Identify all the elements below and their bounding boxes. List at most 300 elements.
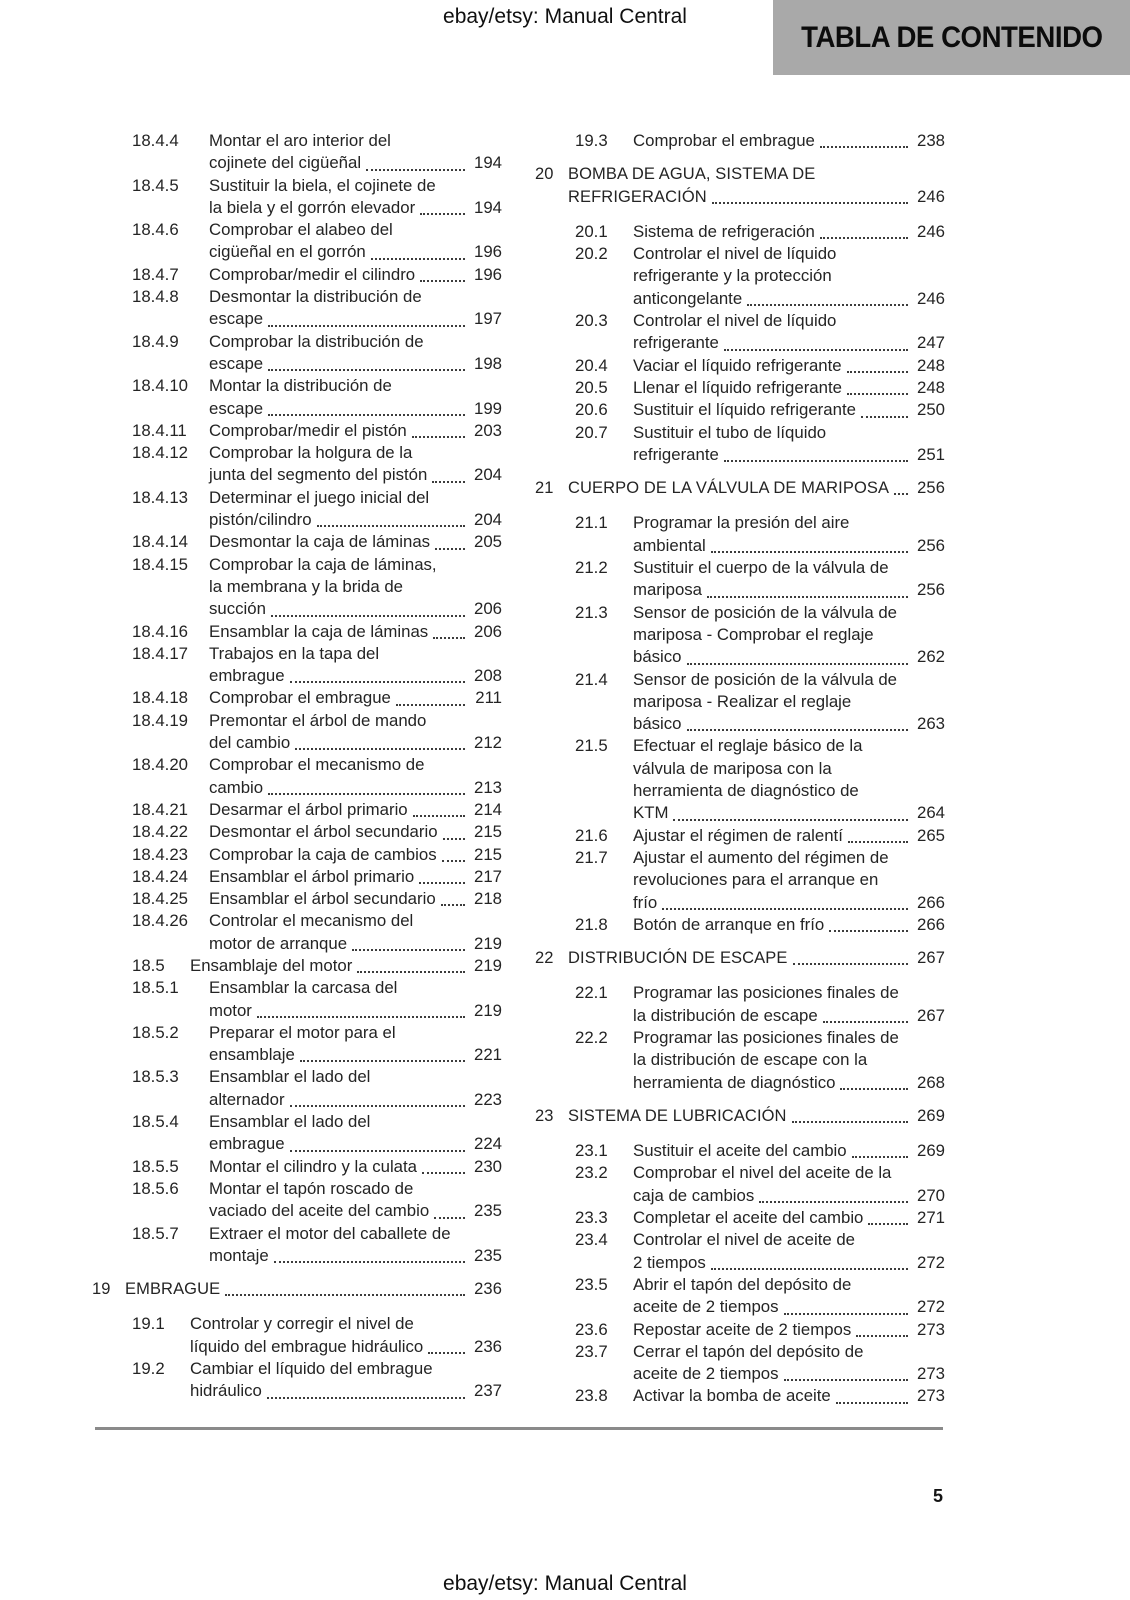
- toc-entry-line: [209, 844, 502, 866]
- toc-leader-dots: [352, 949, 465, 951]
- toc-entry-line: Ensamblar el lado del: [209, 1067, 371, 1087]
- toc-entry-title: DISTRIBUCIÓN DE ESCAPE: [568, 949, 788, 968]
- toc-entry-body: [209, 799, 502, 821]
- toc-entry-number: 22: [535, 949, 554, 968]
- toc-entry-line: Programar la presión del aire: [633, 513, 850, 533]
- toc-entry-line: [568, 186, 945, 208]
- toc-entry-line: [633, 646, 945, 668]
- toc-page-number: 250: [917, 400, 945, 420]
- toc-page-number: 235: [474, 1201, 502, 1221]
- toc-entry-body: [209, 643, 502, 688]
- toc-leader-dots: [290, 1105, 465, 1107]
- toc-entry-line: Comprobar la holgura de la: [209, 443, 413, 463]
- toc-entry-title: Vaciar el líquido refrigerante: [633, 355, 842, 375]
- toc-leader-dots: [268, 793, 465, 795]
- toc-entry-body: [209, 821, 502, 843]
- toc-page-number: 251: [917, 444, 945, 464]
- toc-entry-number: 20.6: [575, 400, 608, 420]
- toc-leader-dots: [317, 525, 465, 527]
- toc-entry: [535, 1027, 945, 1094]
- toc-entry-body: [190, 955, 502, 977]
- toc-leader-dots: [268, 325, 465, 327]
- toc-entry-title: la biela y el gorrón elevador: [209, 197, 416, 217]
- toc-entry-body: [633, 130, 945, 152]
- toc-leader-dots: [673, 819, 908, 821]
- toc-leader-dots: [268, 414, 465, 416]
- toc-entry: [535, 1229, 945, 1274]
- toc-leader-dots: [428, 1352, 465, 1354]
- toc-leader-dots: [687, 663, 908, 665]
- toc-entry-line: Controlar y corregir el nivel de: [190, 1314, 414, 1334]
- toc-entry-line: [633, 1385, 945, 1407]
- toc-entry-body: [209, 1066, 502, 1111]
- toc-entry-number: 18.4.14: [132, 532, 188, 552]
- toc-leader-dots: [441, 904, 465, 906]
- toc-entry-body: [209, 264, 502, 286]
- toc-entry-line: [209, 264, 502, 286]
- toc-entry-line: [633, 1207, 945, 1229]
- page-number: 5: [932, 1486, 943, 1506]
- toc-leader-dots: [724, 349, 908, 351]
- toc-entry-line: Sustituir el cuerpo de la válvula de: [633, 558, 889, 578]
- toc-entry-line: [633, 914, 945, 936]
- toc-entry-line: [209, 888, 502, 910]
- toc-page-number: 271: [917, 1208, 945, 1228]
- toc-entry-body: [209, 1223, 502, 1268]
- toc-entry-number: 20.4: [575, 355, 608, 375]
- toc-leader-dots: [422, 1172, 465, 1174]
- toc-entry-line: [209, 933, 502, 955]
- toc-entry-line: [125, 1278, 502, 1300]
- toc-entry-body: [633, 512, 945, 557]
- toc-entry-line: Comprobar el mecanismo de: [209, 755, 425, 775]
- toc-entry-title: refrigerante: [633, 333, 719, 353]
- toc-page-number: 224: [474, 1134, 502, 1154]
- toc-entry: [535, 1319, 945, 1341]
- toc-entry-body: [209, 1156, 502, 1178]
- toc-page-number: 256: [917, 479, 945, 498]
- toc-entry-number: 18.4.12: [132, 443, 188, 463]
- toc-entry-line: [209, 665, 502, 687]
- toc-entry-line: revoluciones para el arranque en: [633, 870, 879, 890]
- page-title: TABLA DE CONTENIDO: [800, 20, 1103, 54]
- toc-entry: [92, 888, 502, 910]
- toc-entry-number: 18.5.6: [132, 1178, 179, 1198]
- toc-entry-title: Completar el aceite del cambio: [633, 1208, 864, 1228]
- toc-entry-title: ambiental: [633, 535, 706, 555]
- toc-entry: [92, 219, 502, 264]
- toc-entry-title: Montar el cilindro y la culata: [209, 1156, 417, 1176]
- toc-leader-dots: [711, 551, 908, 553]
- toc-entry-line: Sensor de posición de la válvula de: [633, 602, 898, 622]
- toc-entry-line: [209, 866, 502, 888]
- toc-entry: [535, 355, 945, 377]
- toc-entry-line: Determinar el juego inicial del: [209, 487, 430, 507]
- toc-entry-number: 20: [535, 165, 554, 184]
- toc-entry-title: REFRIGERACIÓN: [568, 187, 707, 206]
- toc-entry: [92, 799, 502, 821]
- toc-entry-title: del cambio: [209, 733, 291, 753]
- toc-leader-dots: [290, 1150, 465, 1152]
- toc-entry-number: 19: [92, 1280, 111, 1299]
- toc-entry-number: 23.3: [575, 1208, 608, 1228]
- toc-entry-number: 23.7: [575, 1341, 608, 1361]
- toc-page-number: 194: [474, 197, 502, 217]
- toc-entry: [535, 669, 945, 736]
- toc-entry-line: [209, 353, 502, 375]
- toc-leader-dots: [820, 237, 908, 239]
- toc-page-number: 230: [474, 1156, 502, 1176]
- toc-entry-title: 2 tiempos: [633, 1252, 706, 1272]
- toc-page-number: 269: [917, 1106, 945, 1125]
- toc-page-number: 218: [474, 889, 502, 909]
- toc-entry-line: [190, 1336, 502, 1358]
- toc-entry-body: [633, 1274, 945, 1319]
- toc-entry-body: [209, 754, 502, 799]
- toc-entry-line: [568, 477, 945, 499]
- toc-entry: [92, 955, 502, 977]
- toc-entry-line: Cerrar el tapón del depósito de: [633, 1341, 864, 1361]
- toc-entry-line: [633, 802, 945, 824]
- toc-entry: [535, 982, 945, 1027]
- toc-entry-line: [209, 197, 502, 219]
- toc-entry-body: [633, 735, 945, 824]
- toc-entry-line: [633, 1252, 945, 1274]
- toc-entry-line: mariposa - Comprobar el reglaje: [633, 624, 874, 644]
- toc-entry-body: [633, 1207, 945, 1229]
- toc-page-number: 263: [917, 714, 945, 734]
- toc-entry-number: 21.4: [575, 669, 608, 689]
- toc-entry-line: Trabajos en la tapa del: [209, 643, 380, 663]
- toc-entry-line: [633, 399, 945, 421]
- toc-entry-line: válvula de mariposa con la: [633, 758, 832, 778]
- toc-page-number: 204: [474, 510, 502, 530]
- toc-entry-title: pistón/cilindro: [209, 510, 312, 530]
- toc-entry-body: [190, 1358, 502, 1403]
- toc-entry-title: cambio: [209, 777, 264, 797]
- toc-page-number: 219: [474, 955, 502, 975]
- toc-entry: [92, 175, 502, 220]
- toc-entry: [92, 754, 502, 799]
- toc-leader-dots: [707, 596, 908, 598]
- toc-entry-number: 18.4.4: [132, 131, 179, 150]
- toc-page-number: 236: [474, 1280, 502, 1299]
- toc-entry-title: refrigerante: [633, 444, 719, 464]
- toc-entry-number: 21.1: [575, 513, 608, 533]
- toc-leader-dots: [412, 436, 465, 438]
- toc-entry-body: [209, 1111, 502, 1156]
- toc-entry-body: [209, 977, 502, 1022]
- toc-leader-dots: [894, 493, 908, 495]
- toc-entry: [535, 1341, 945, 1386]
- toc-entry-line: [209, 799, 502, 821]
- toc-entry-number: 18.5.4: [132, 1112, 179, 1132]
- toc-entry: [92, 1111, 502, 1156]
- toc-entry-body: [209, 286, 502, 331]
- toc-entry-number: 21.7: [575, 847, 608, 867]
- toc-page-number: 206: [474, 621, 502, 641]
- toc-entry-title: Desarmar el árbol primario: [209, 799, 408, 819]
- toc-entry: [92, 1178, 502, 1223]
- toc-entry-title: Desmontar la caja de láminas: [209, 532, 431, 552]
- toc-entry-body: [633, 825, 945, 847]
- toc-entry-line: [568, 1105, 945, 1127]
- toc-entry-title: SISTEMA DE LUBRICACIÓN: [568, 1106, 787, 1125]
- toc-entry-title: Repostar aceite de 2 tiempos: [633, 1319, 852, 1339]
- toc-entry-body: [633, 377, 945, 399]
- toc-page-number: 196: [474, 242, 502, 262]
- toc-leader-dots: [300, 1060, 465, 1062]
- toc-entry-body: [209, 487, 502, 532]
- toc-entry: [535, 422, 945, 467]
- toc-leader-dots: [820, 146, 908, 148]
- toc-page-number: 238: [917, 131, 945, 150]
- toc-entry-line: [209, 732, 502, 754]
- toc-entry: [535, 221, 945, 243]
- toc-entry-body: [633, 310, 945, 355]
- toc-page-number: 267: [917, 949, 945, 968]
- toc-entry-line: Comprobar el alabeo del: [209, 220, 393, 240]
- toc-entry-number: 22.1: [575, 983, 608, 1003]
- toc-leader-dots: [357, 971, 465, 973]
- toc-leader-dots: [396, 704, 465, 706]
- toc-leader-dots: [852, 1156, 908, 1158]
- toc-entry-line: refrigerante y la protección: [633, 266, 832, 286]
- toc-entry-body: [209, 175, 502, 220]
- toc-page-number: 214: [474, 799, 502, 819]
- toc-entry-number: 18.4.24: [132, 866, 188, 886]
- toc-page-number: 215: [474, 844, 502, 864]
- toc-page-number: 264: [917, 803, 945, 823]
- toc-entry-line: [209, 1044, 502, 1066]
- toc-entry-body: [633, 1027, 945, 1094]
- toc-entry-body: [568, 1105, 945, 1127]
- toc-entry-line: Extraer el motor del caballete de: [209, 1223, 451, 1243]
- toc-entry: [535, 825, 945, 847]
- toc-entry-line: la distribución de escape con la: [633, 1050, 868, 1070]
- toc-entry-number: 20.3: [575, 311, 608, 331]
- toc-leader-dots: [290, 681, 465, 683]
- toc-entry-title: escape: [209, 398, 264, 418]
- toc-entry-line: [633, 444, 945, 466]
- toc-page-number: 213: [474, 777, 502, 797]
- toc-entry-line: [209, 464, 502, 486]
- toc-entry-body: [209, 687, 502, 709]
- toc-entry-title: líquido del embrague hidráulico: [190, 1336, 424, 1356]
- toc-entry-number: 18.4.23: [132, 844, 188, 864]
- toc-entry-number: 21.5: [575, 736, 608, 756]
- toc-entry-line: [209, 1200, 502, 1222]
- toc-entry-number: 18.4.8: [132, 287, 179, 307]
- toc-page-number: 248: [917, 355, 945, 375]
- toc-entry-title: Activar la bomba de aceite: [633, 1386, 831, 1406]
- toc-entry-title: Sistema de refrigeración: [633, 221, 815, 241]
- toc-entry-body: [633, 422, 945, 467]
- toc-entry-line: Controlar el mecanismo del: [209, 911, 414, 931]
- toc-entry: [535, 557, 945, 602]
- toc-chapter-entry: [535, 477, 945, 499]
- toc-entry-number: 18.5.7: [132, 1223, 179, 1243]
- toc-entry-line: [209, 1245, 502, 1267]
- toc-leader-dots: [420, 280, 465, 282]
- toc-entry: [92, 1156, 502, 1178]
- toc-entry-title: Ensamblar el árbol secundario: [209, 889, 436, 909]
- toc-entry: [92, 866, 502, 888]
- toc-page-number: 221: [474, 1045, 502, 1065]
- toc-entry: [92, 442, 502, 487]
- toc-page-number: 267: [917, 1005, 945, 1025]
- toc-entry-line: [633, 130, 945, 152]
- toc-entry-line: [209, 531, 502, 553]
- toc-page-number: 215: [474, 822, 502, 842]
- toc-entry-line: [633, 535, 945, 557]
- toc-page-number: 237: [474, 1381, 502, 1401]
- toc-entry-line: [209, 509, 502, 531]
- toc-entry-number: 18.4.5: [132, 175, 179, 195]
- toc-entry-line: Efectuar el reglaje básico de la: [633, 736, 863, 756]
- toc-entry-body: [633, 243, 945, 310]
- toc-leader-dots: [257, 1016, 465, 1018]
- toc-entry-line: [633, 377, 945, 399]
- toc-entry-body: [633, 669, 945, 736]
- toc-entry-line: Comprobar la caja de láminas,: [209, 554, 437, 574]
- toc-entry: [535, 243, 945, 310]
- toc-entry-body: [209, 888, 502, 910]
- toc-entry-title: aceite de 2 tiempos: [633, 1297, 779, 1317]
- toc-page-number: 256: [917, 580, 945, 600]
- toc-leader-dots: [792, 1121, 908, 1123]
- toc-leader-dots: [840, 1088, 908, 1090]
- toc-entry-line: [209, 241, 502, 263]
- toc-page-number: 272: [917, 1297, 945, 1317]
- toc-leader-dots: [268, 369, 465, 371]
- toc-entry-line: [209, 398, 502, 420]
- toc-page-number: 246: [917, 187, 945, 206]
- toc-page-number: 265: [917, 825, 945, 845]
- toc-entry-title: motor: [209, 1000, 252, 1020]
- toc-entry-line: mariposa - Realizar el reglaje: [633, 691, 852, 711]
- toc-entry: [92, 1223, 502, 1268]
- toc-entry-title: Ensamblaje del motor: [190, 955, 353, 975]
- toc-entry-title: caja de cambios: [633, 1185, 755, 1205]
- toc-entry-title: montaje: [209, 1245, 269, 1265]
- toc-entry-title: aceite de 2 tiempos: [633, 1364, 779, 1384]
- toc-page-number: 205: [474, 532, 502, 552]
- toc-entry-line: [633, 221, 945, 243]
- toc-entry: [92, 331, 502, 376]
- toc-entry-body: [209, 420, 502, 442]
- toc-entry-title: alternador: [209, 1089, 285, 1109]
- toc-leader-dots: [274, 1261, 465, 1263]
- toc-entry-number: 19.2: [132, 1359, 165, 1379]
- toc-page-number: 235: [474, 1245, 502, 1265]
- toc-entry-line: [190, 1380, 502, 1402]
- toc-entry-title: Sustituir el líquido refrigerante: [633, 400, 856, 420]
- toc-entry-number: 18.4.18: [132, 688, 188, 708]
- toc-entry-body: [568, 163, 945, 208]
- toc-entry: [535, 399, 945, 421]
- toc-entry-title: básico: [633, 714, 682, 734]
- toc-entry-title: junta del segmento del pistón: [209, 465, 428, 485]
- toc-entry-number: 23.1: [575, 1141, 608, 1161]
- toc-entry-number: 18.4.9: [132, 331, 179, 351]
- toc-column-left: [92, 130, 502, 1403]
- toc-leader-dots: [443, 838, 465, 840]
- toc-page-number: 199: [474, 398, 502, 418]
- toc-entry-body: [633, 847, 945, 914]
- toc-leader-dots: [848, 841, 908, 843]
- toc-entry-number: 18.4.7: [132, 264, 179, 284]
- toc-page-number: 204: [474, 465, 502, 485]
- toc-entry-body: [209, 844, 502, 866]
- toc-entry-line: [633, 713, 945, 735]
- toc-entry-title: escape: [209, 353, 264, 373]
- toc-entry-body: [209, 531, 502, 553]
- toc-leader-dots: [371, 258, 465, 260]
- toc-entry-line: [633, 332, 945, 354]
- toc-entry-body: [209, 130, 502, 175]
- toc-entry: [92, 487, 502, 532]
- toc-entry-line: [633, 825, 945, 847]
- toc-entry: [92, 1313, 502, 1358]
- toc-entry-number: 18.4.15: [132, 554, 188, 574]
- toc-entry-title: básico: [633, 647, 682, 667]
- toc-entry: [92, 1358, 502, 1403]
- toc-entry-line: [209, 621, 502, 643]
- toc-entry-line: [633, 355, 945, 377]
- toc-entry-number: 21.3: [575, 602, 608, 622]
- toc-entry-body: [633, 914, 945, 936]
- toc-entry-line: Montar la distribución de: [209, 376, 392, 396]
- toc-entry-body: [633, 982, 945, 1027]
- toc-entry-number: 18.4.6: [132, 220, 179, 240]
- toc-entry: [92, 130, 502, 175]
- toc-leader-dots: [662, 908, 908, 910]
- toc-entry-title: KTM: [633, 803, 669, 823]
- toc-entry-line: Montar el aro interior del: [209, 131, 391, 150]
- toc-leader-dots: [420, 213, 465, 215]
- toc-entry-number: 23: [535, 1106, 554, 1125]
- toc-entry: [535, 512, 945, 557]
- toc-entry-line: [209, 598, 502, 620]
- toc-entry-line: [209, 1133, 502, 1155]
- toc-page-number: 248: [917, 377, 945, 397]
- toc-entry-title: embrague: [209, 1134, 285, 1154]
- toc-entry-body: [633, 1341, 945, 1386]
- toc-entry-line: [633, 1363, 945, 1385]
- toc-entry-body: [125, 1278, 502, 1300]
- toc-entry-number: 21.2: [575, 558, 608, 578]
- toc-leader-dots: [823, 1021, 908, 1023]
- toc-page-number: 198: [474, 353, 502, 373]
- toc-entry-number: 18.5.5: [132, 1156, 179, 1176]
- toc-entry-line: [633, 1072, 945, 1094]
- toc-entry-number: 19.1: [132, 1314, 165, 1334]
- toc-leader-dots: [433, 637, 465, 639]
- toc-entry-title: Comprobar/medir el cilindro: [209, 264, 416, 284]
- toc-entry-number: 18.5.2: [132, 1022, 179, 1042]
- toc-leader-dots: [847, 393, 908, 395]
- toc-entry-title: ensamblaje: [209, 1045, 295, 1065]
- toc-entry-number: 23.4: [575, 1230, 608, 1250]
- toc-entry-line: [633, 1296, 945, 1318]
- toc-entry-title: succión: [209, 599, 266, 619]
- toc-entry-line: Comprobar el nivel del aceite de la: [633, 1163, 892, 1183]
- toc-page-number: 211: [475, 688, 502, 708]
- toc-entry-number: 18.5.1: [132, 978, 179, 998]
- toc-entry-line: [633, 1185, 945, 1207]
- toc-page-number: 206: [474, 599, 502, 619]
